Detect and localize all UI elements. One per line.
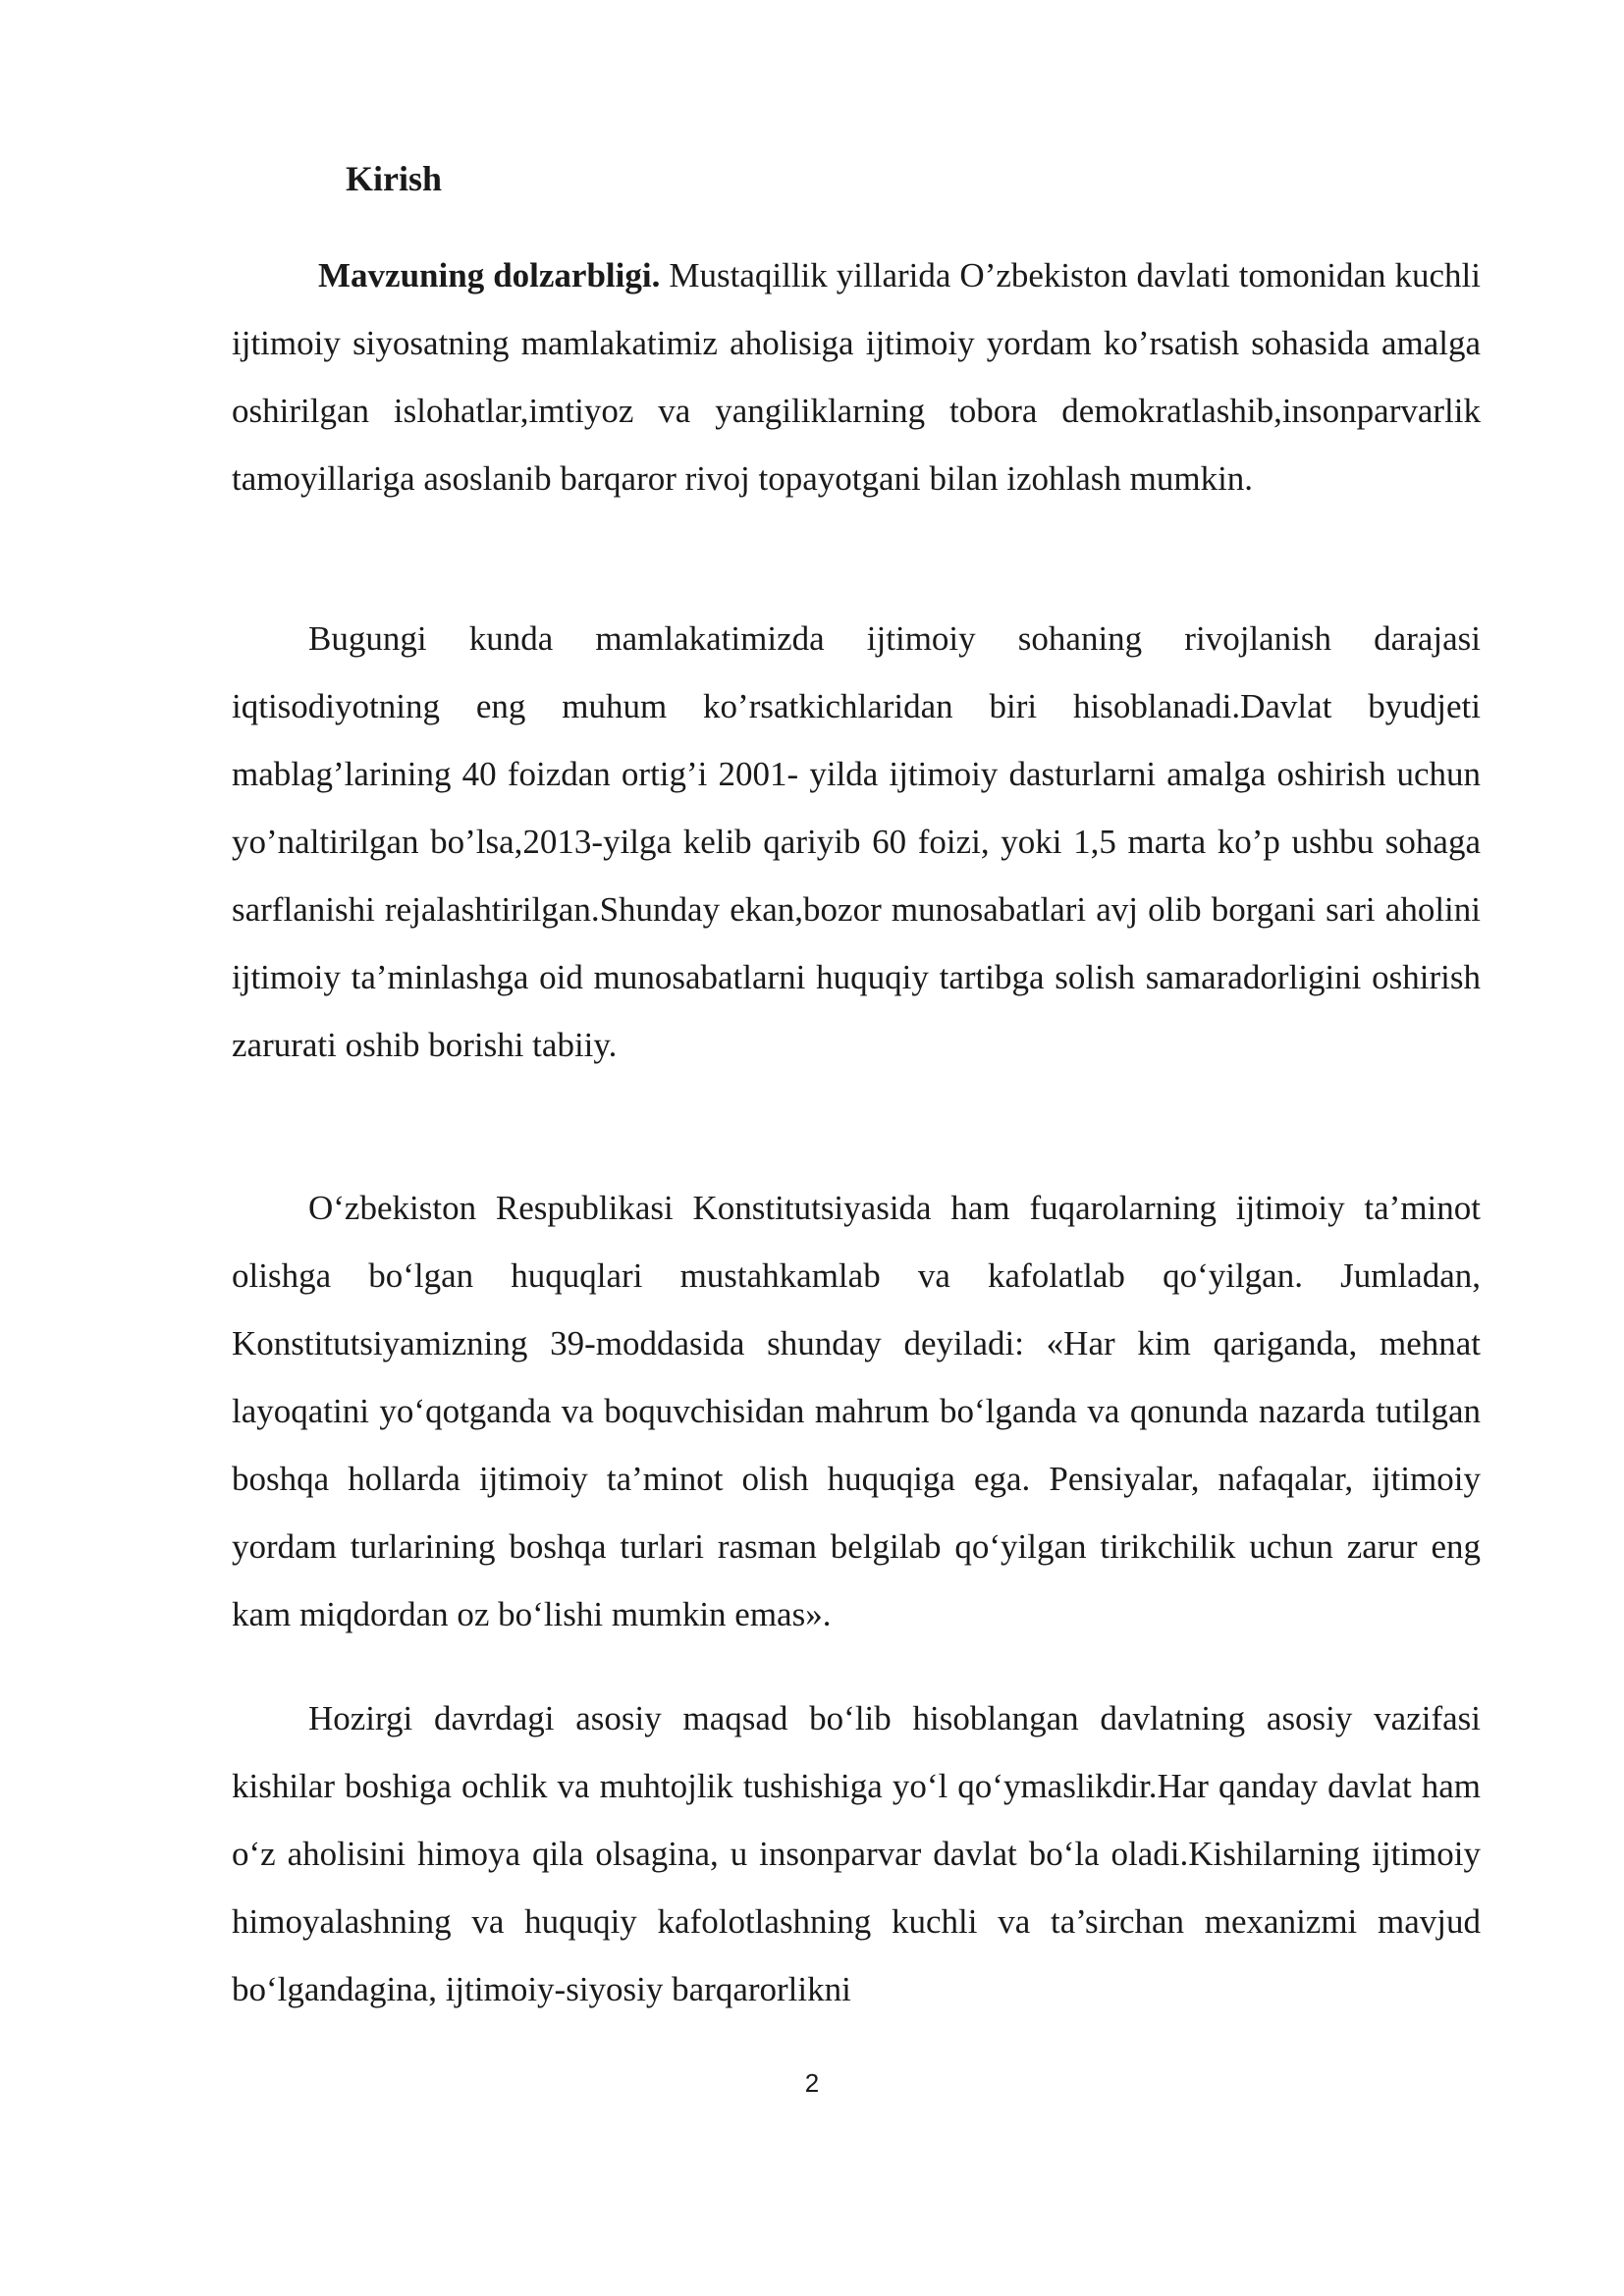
page-number: 2 bbox=[804, 2068, 820, 2098]
paragraph-state-task: Hozirgi davrdagi asosiy maqsad bo‘lib hisoblangan davlatning asosiy vazifasi kishilar boshiga ochlik va muhtojlik tushishiga yo‘l qo‘ymaslikdir.Har qanday davlat ham o‘z aholisini himoya qila olsagina, u insonparvar davlat bo‘la oladi.Kishilarning ijtimoiy himoyalashning va huquqiy kafolotlashning kuchli va ta’sirchan mexanizmi mavjud bo‘lgandagina, ijtimoiy-siyosiy barqarorlikni bbox=[232, 1699, 1481, 2008]
paragraph-social-sphere: Bugungi kunda mamlakatimizda ijtimoiy sohaning rivojlanish darajasi iqtisodiyotning eng muhum ko’rsatkichlaridan biri hisoblanadi.Davlat byudjeti mablag’larining 40 foizdan ortig’i 2001- yilda ijtimoiy dasturlarni amalga oshirish uchun yo’naltirilgan bo’lsa,2013-yilga kelib qariyib 60 foizi, yoki 1,5 marta ko’p ushbu sohaga sarflanishi rejalashtirilgan.Shunday ekan,bozor munosabatlari avj olib borgani sari aholini ijtimoiy ta’minlashga oid munosabatlarni huquqiy tartibga solish samaradorligini oshirish zarurati oshib borishi tabiiy. bbox=[232, 619, 1481, 1064]
paragraph-constitution: O‘zbekiston Respublikasi Konstitutsiyasida ham fuqarolarning ijtimoiy ta’minot olishga bo‘lgan huquqlari mustahkamlab va kafolatlab qo‘yilgan. Jumladan, Konstitutsiyamizning 39-moddasida shunday deyiladi: «Har kim qariganda, mehnat layoqatini yo‘qotganda va boquvchisidan mahrum bo‘lganda va qonunda nazarda tutilgan boshqa hollarda ijtimoiy ta’minot olish huquqiga ega. Pensiyalar, nafaqalar, ijtimoiy yordam turlarining boshqa turlari rasman belgilab qo‘yilgan tirikchilik uchun zarur eng kam miqdordan oz bo‘lishi mumkin emas». bbox=[232, 1189, 1481, 1633]
paragraph-relevance bbox=[232, 241, 1481, 512]
paragraph-text: Mustaqillik yillarida O’zbekiston davlati tomonidan kuchli ijtimoiy siyosatning mamlakatimiz aholisiga ijtimoiy yordam ko’rsatish sohasida amalga oshirilgan islohatlar,imtiyoz va yangiliklarning tobora demokratlashib,insonparvarlik tamoyillariga asoslanib barqaror rivoj topayotgani bilan izohlash mumkin. bbox=[232, 256, 1481, 498]
section-heading: Kirish bbox=[346, 159, 443, 198]
paragraph-lead: Mavzuning dolzarbligi. bbox=[318, 256, 661, 294]
